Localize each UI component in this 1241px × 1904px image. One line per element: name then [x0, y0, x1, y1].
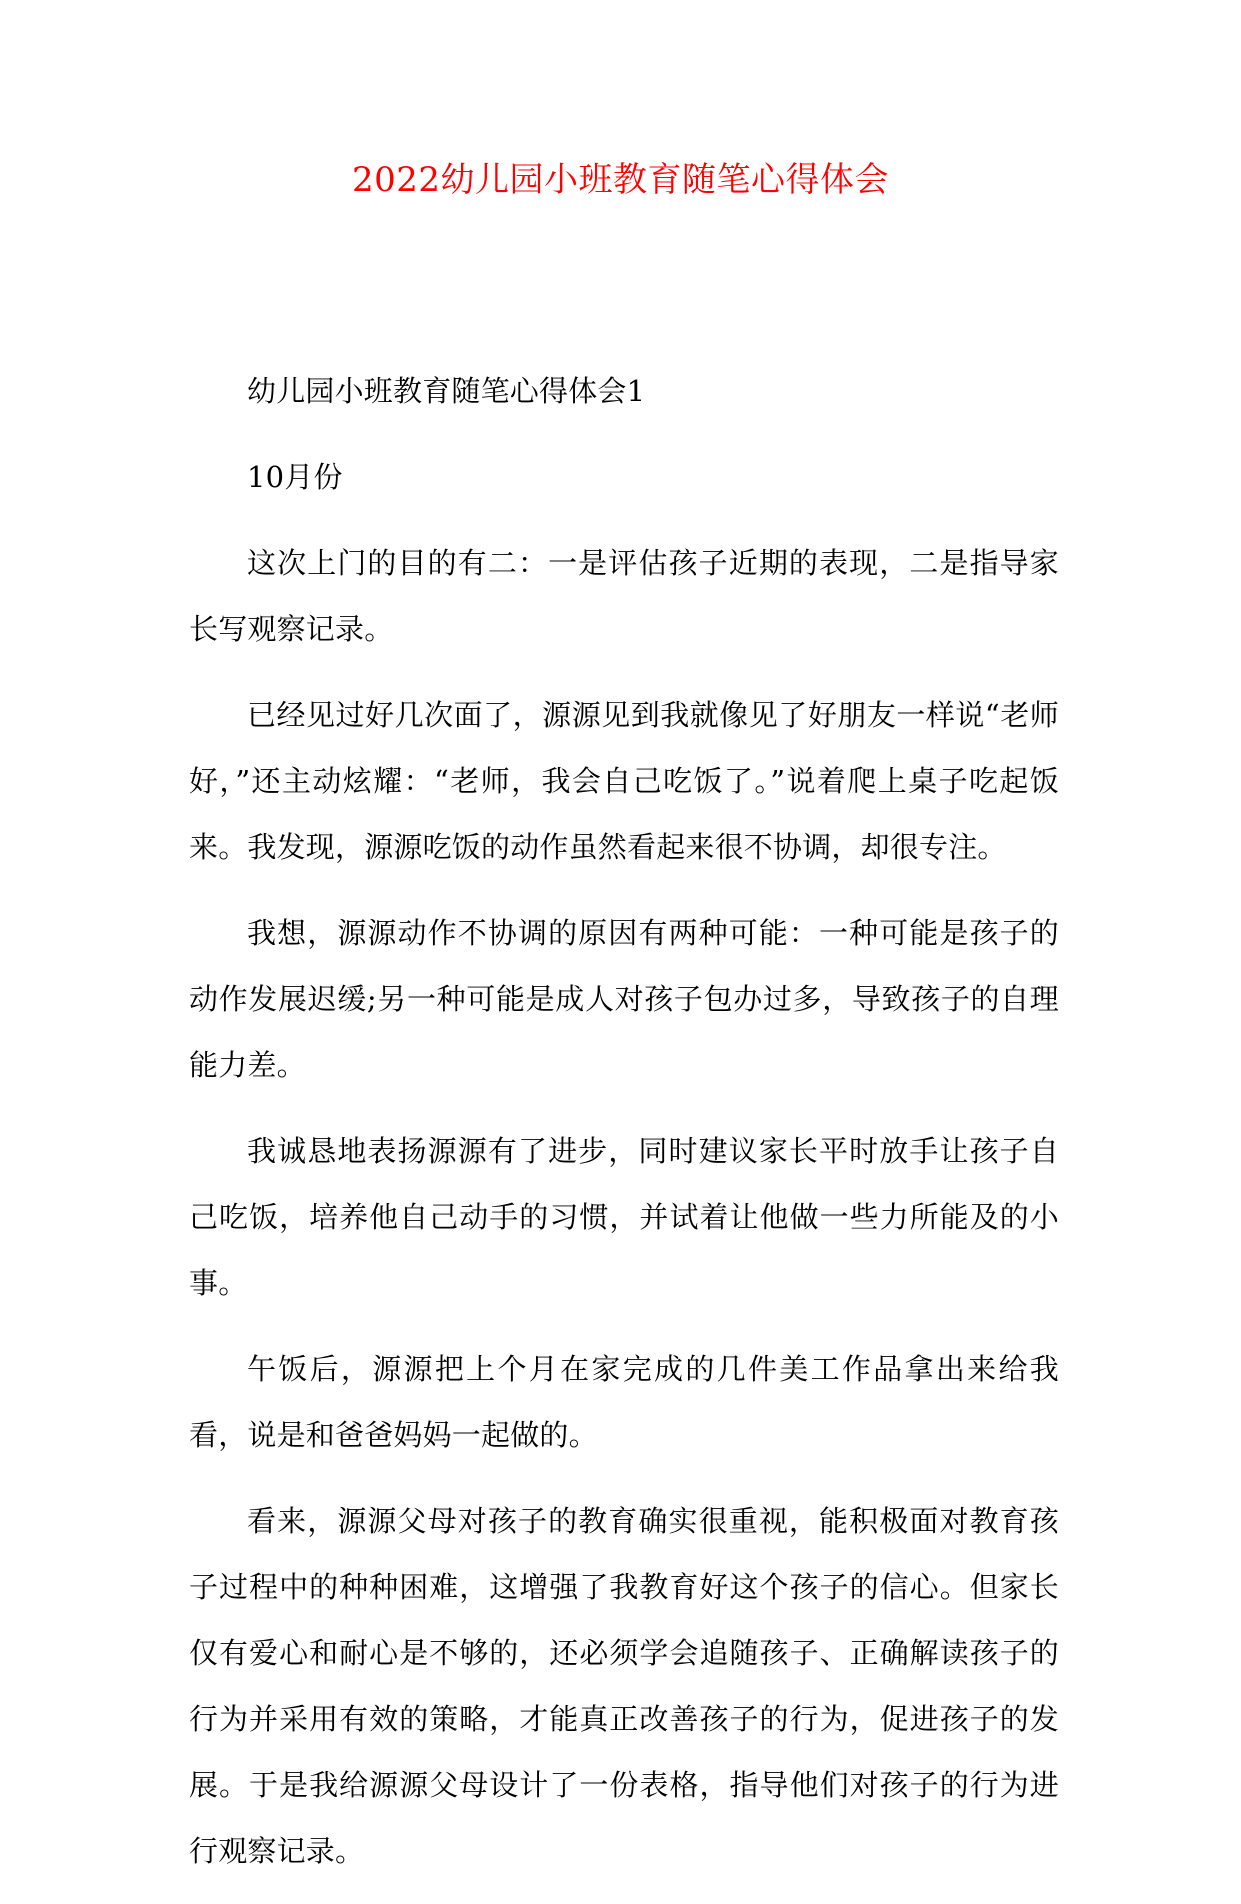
document-body	[189, 358, 1059, 1904]
document-title: 2022幼儿园小班教育随笔心得体会	[351, 160, 890, 200]
paragraph: 看来，源源父母对孩子的教育确实很重视，能积极面对教育孩子过程中的种种困难，这增强了我教育好这个孩子的信心。但家长仅有爱心和耐心是不够的，还必须学会追随孩子、正确解读孩子的行为并采用有效的策略，才能真正改善孩子的行为，促进孩子的发展。于是我给源源父母设计了一份表格，指导他们对孩子的行为进行观察记录。	[189, 1504, 1059, 1868]
date-line: 10月份	[247, 460, 343, 494]
paragraph: 午饭后，源源把上个月在家完成的几件美工作品拿出来给我看，说是和爸爸妈妈一起做的。	[189, 1352, 1059, 1452]
section-heading: 幼儿园小班教育随笔心得体会1	[247, 374, 646, 408]
paragraph: 已经见过好几次面了，源源见到我就像见了好朋友一样说“老师好，”还主动炫耀：“老师，我会自己吃饭了。”说着爬上桌子吃起饭来。我发现，源源吃饭的动作虽然看起来很不协调，却很专注。	[189, 698, 1059, 864]
paragraph: 这次上门的目的有二：一是评估孩子近期的表现，二是指导家长写观察记录。	[189, 546, 1059, 646]
paragraph: 我诚恳地表扬源源有了进步，同时建议家长平时放手让孩子自己吃饭，培养他自己动手的习惯，并试着让他做一些力所能及的小事。	[189, 1134, 1059, 1300]
paragraph: 我想，源源动作不协调的原因有两种可能：一种可能是孩子的动作发展迟缓;另一种可能是成人对孩子包办过多，导致孩子的自理能力差。	[189, 916, 1059, 1082]
